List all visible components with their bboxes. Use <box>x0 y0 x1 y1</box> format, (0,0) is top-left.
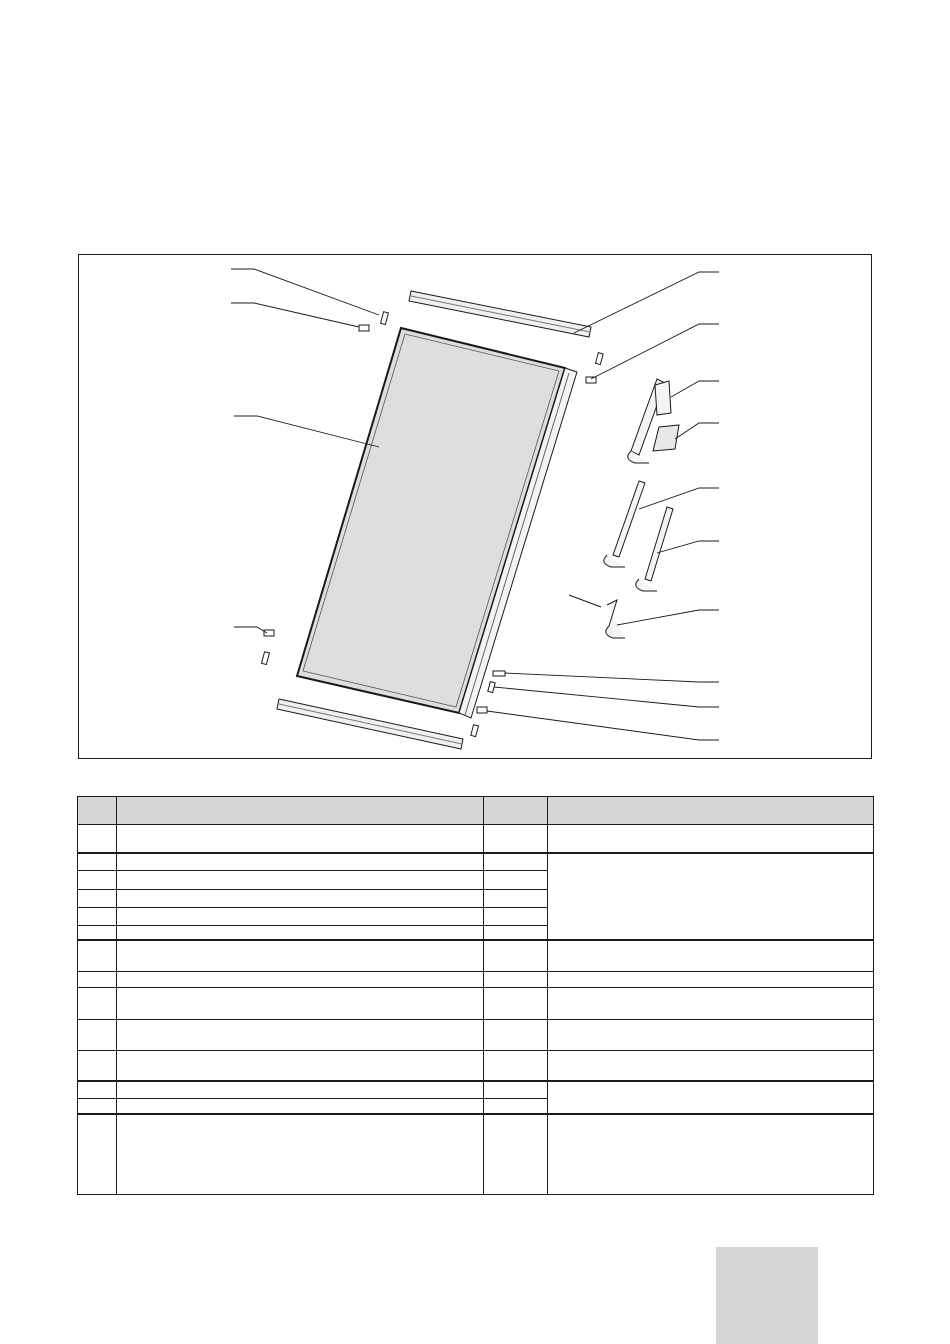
table-row <box>78 1114 874 1195</box>
callout-right-10 <box>487 711 719 740</box>
callout-right-1 <box>574 272 719 333</box>
callout-left-4 <box>234 627 267 633</box>
callout-left-1 <box>231 269 379 315</box>
col-header-notes <box>548 797 874 825</box>
callout-right-9 <box>494 687 719 707</box>
col-header-description <box>117 797 484 825</box>
table-row <box>78 853 874 871</box>
callout-right-7 <box>617 610 719 625</box>
callout-left-2 <box>231 303 359 327</box>
table-row <box>78 1050 874 1080</box>
table-header-row <box>78 797 874 825</box>
table-row <box>78 1081 874 1099</box>
callout-right-3 <box>671 381 719 397</box>
parts-table <box>77 796 874 1195</box>
exploded-view-drawing <box>79 255 873 760</box>
col-header-qty <box>484 797 548 825</box>
page-number-tab <box>716 1247 818 1344</box>
solar-collector-panel <box>297 328 577 718</box>
table-row <box>78 972 874 988</box>
top-mounting-rail <box>409 291 591 337</box>
mounting-brackets <box>569 379 679 638</box>
callout-right-5 <box>639 488 719 509</box>
col-header-pos <box>78 797 117 825</box>
callout-left-3 <box>234 416 379 447</box>
table-row <box>78 1019 874 1050</box>
callout-right-4 <box>675 423 719 439</box>
callout-right-2 <box>591 324 719 379</box>
callout-right-8 <box>505 673 719 682</box>
table-row <box>78 825 874 853</box>
callout-right-6 <box>657 541 719 553</box>
exploded-view-figure <box>78 254 872 759</box>
table-row <box>78 988 874 1019</box>
table-row <box>78 940 874 971</box>
